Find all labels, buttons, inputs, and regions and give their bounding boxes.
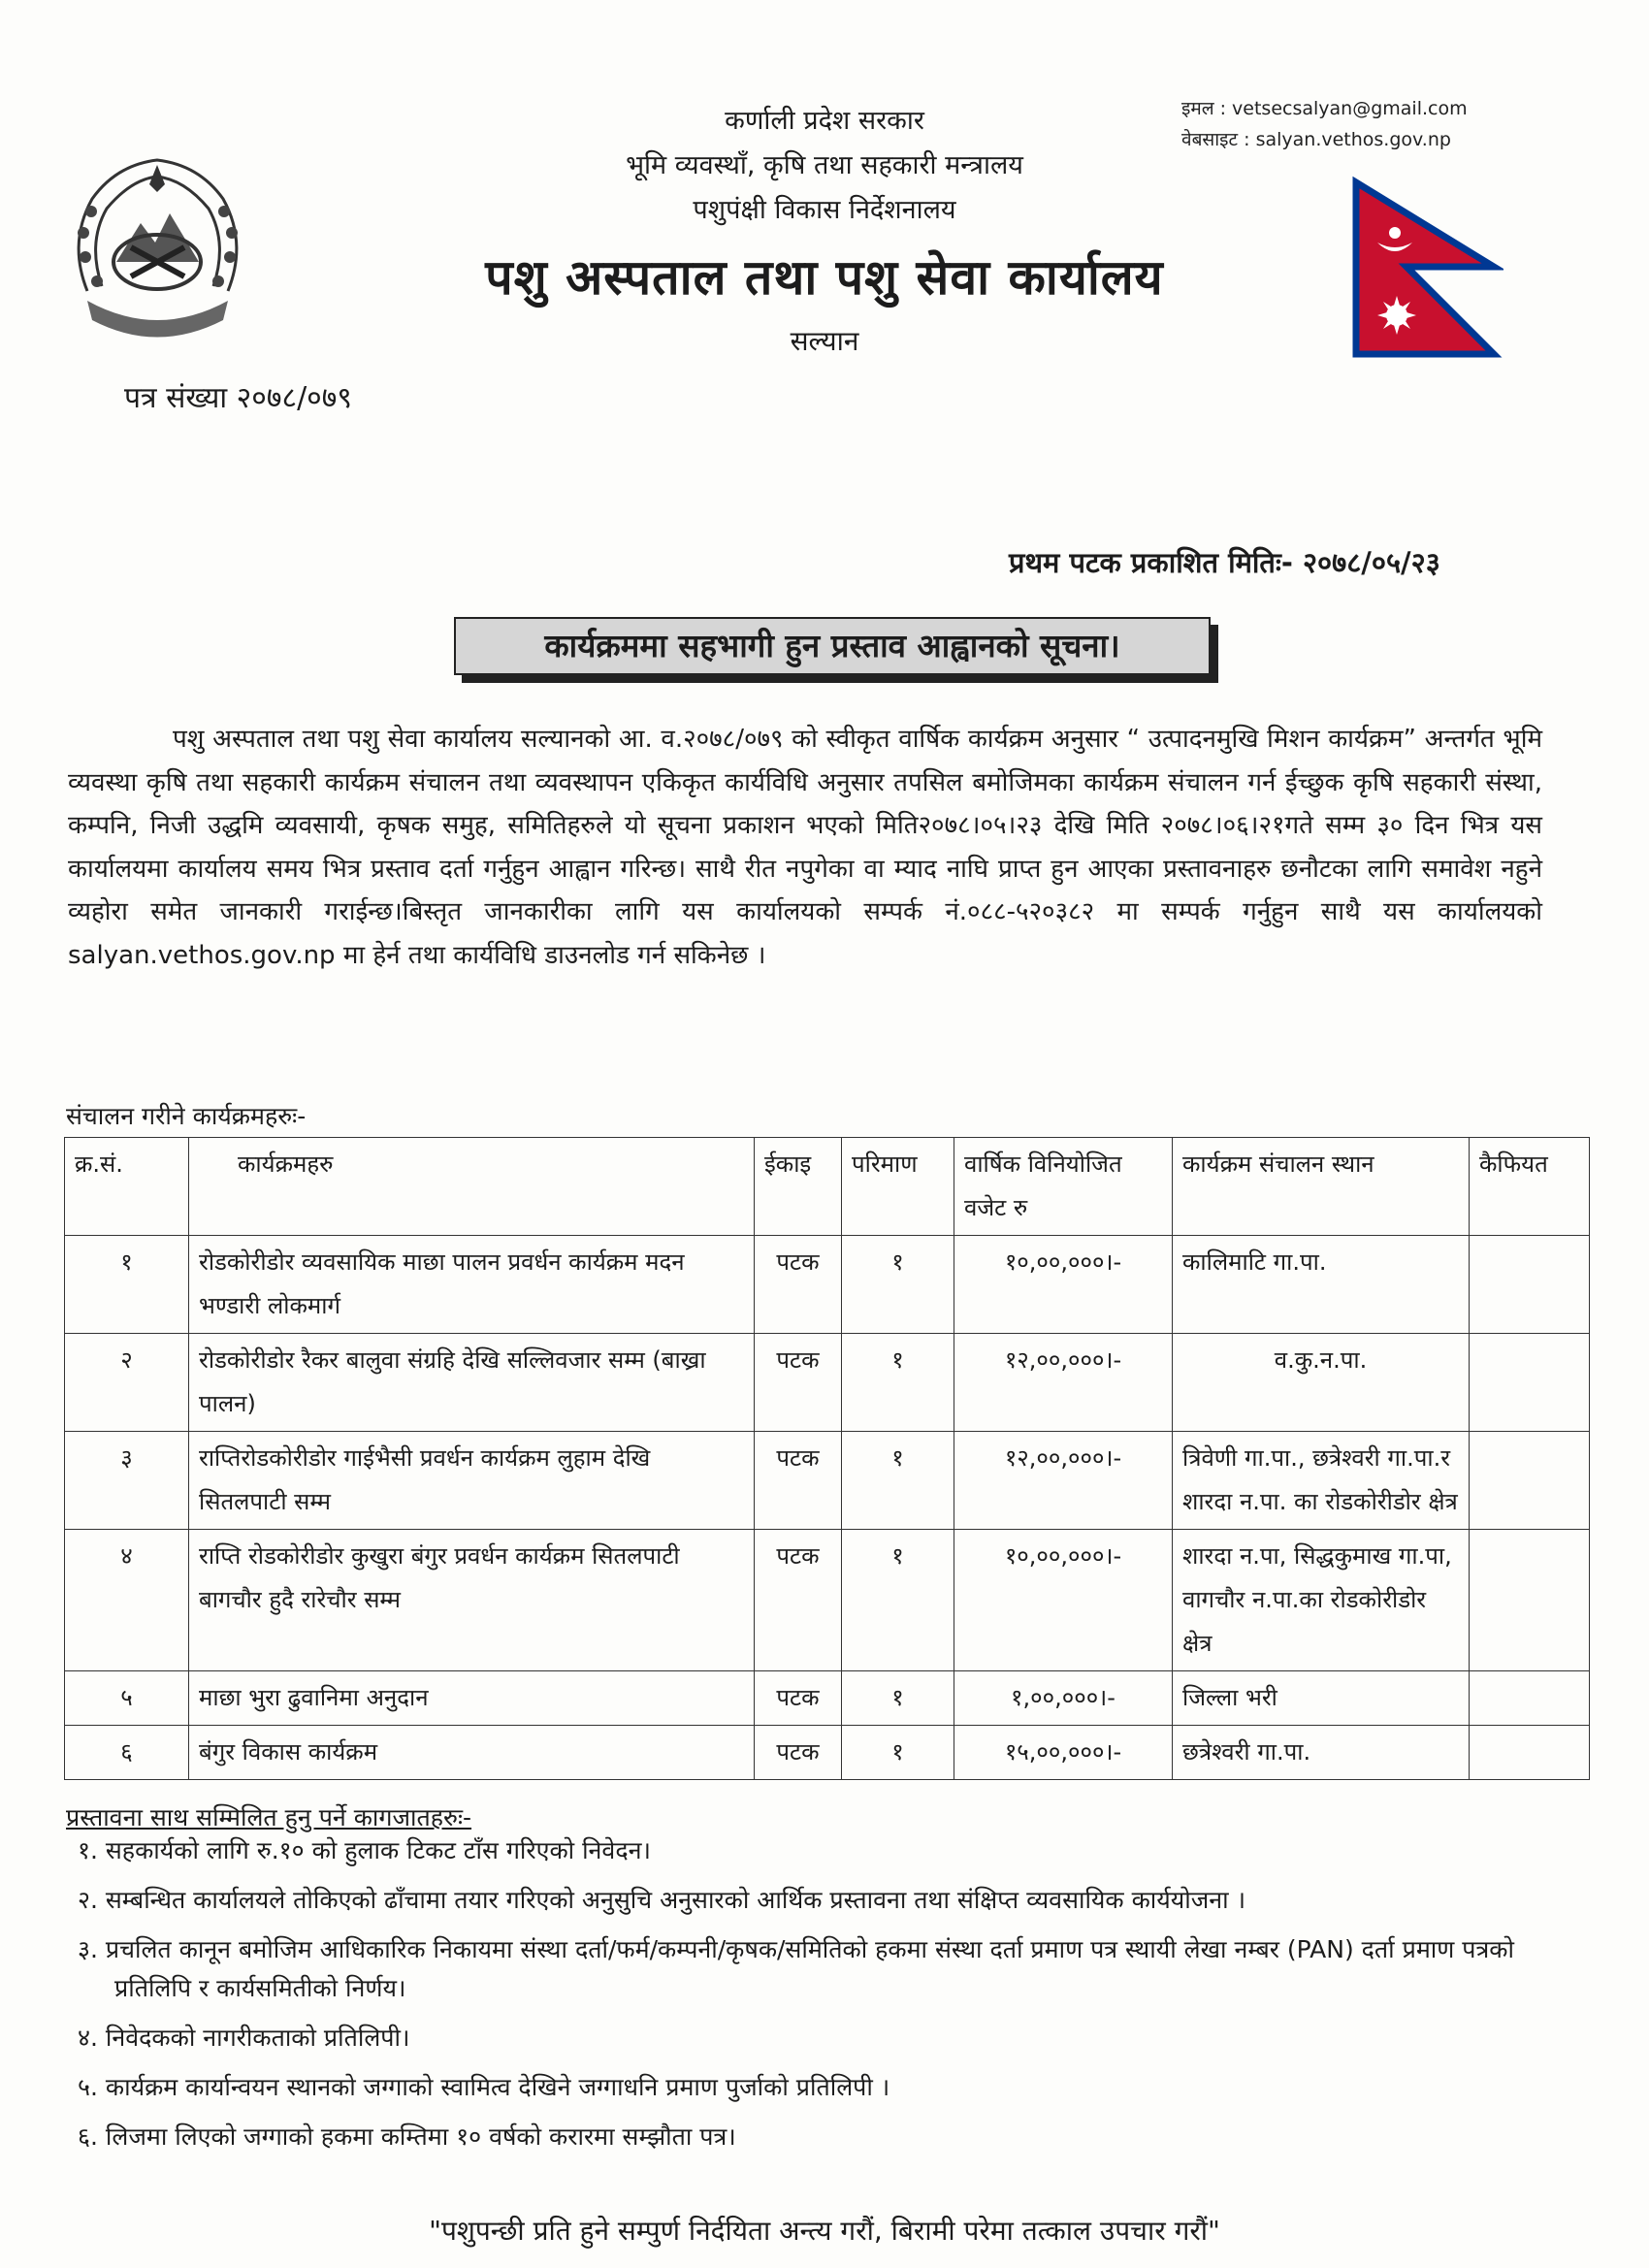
cell-qty: १: [842, 1726, 954, 1780]
cell-budget: १,००,०००।-: [954, 1671, 1173, 1726]
nepal-flag-icon: [1348, 175, 1504, 359]
table-header-row: [65, 1138, 1590, 1236]
list-item: ६. लिजमा लिएको जग्गाको हकमा कम्तिमा १० वर्षको करारमा सम्झौता पत्र।: [78, 2122, 736, 2151]
table-row: [65, 1334, 1590, 1432]
cell-unit: पटक: [755, 1432, 842, 1530]
list-item: १. सहकार्यको लागि रु.१० को हुलाक टिकट टाँस गरिएको निवेदन।: [78, 1836, 651, 1864]
cell-remarks: [1470, 1530, 1590, 1671]
list-item: ३. प्रचलित कानून बमोजिम आधिकारिक निकायमा संस्था दर्ता/फर्म/कम्पनी/कृषक/समितिको हकमा संस्था दर्ता प्रमाण पत्र स्थायी लेखा नम्बर (PAN) दर्ता प्रमाण पत्रको प्रतिलिपि र कार्यसमितीको निर्णय।: [78, 1935, 1514, 2002]
cell-program: बंगुर विकास कार्यक्रम: [189, 1726, 755, 1780]
cell-budget: १०,००,०००।-: [954, 1236, 1173, 1334]
cell-unit: पटक: [755, 1726, 842, 1780]
cell-qty: १: [842, 1236, 954, 1334]
notice-title: कार्यक्रममा सहभागी हुन प्रस्ताव आह्वानको सूचना।: [454, 617, 1211, 675]
header-unit: ईकाइ: [755, 1138, 842, 1236]
list-item: ४. निवेदकको नागरीकताको प्रतिलिपी।: [78, 2024, 410, 2052]
cell-remarks: [1470, 1236, 1590, 1334]
cell-sn: ३: [65, 1432, 189, 1530]
table-row: [65, 1236, 1590, 1334]
table-row: [65, 1671, 1590, 1726]
email-address: इमल : vetsecsalyan@gmail.com: [1181, 98, 1468, 119]
header-budget: वार्षिक विनियोजित वजेट रु: [954, 1138, 1173, 1236]
cell-location: शारदा न.पा, सिद्धकुमाख गा.पा, वागचौर न.पा.का रोडकोरीडोर क्षेत्र: [1173, 1530, 1470, 1671]
publication-date: प्रथम पटक प्रकाशित मितिः- २०७८/०५/२३: [1009, 546, 1440, 579]
cell-program: माछा भुरा ढुवानिमा अनुदान: [189, 1671, 755, 1726]
cell-program: रोडकोरीडोर व्यवसायिक माछा पालन प्रवर्धन कार्यक्रम मदन भण्डारी लोकमार्ग: [189, 1236, 755, 1334]
ministry-name: भूमि व्यवस्थाँ, कृषि तथा सहकारी मन्त्रालय: [626, 150, 1023, 180]
cell-location: जिल्ला भरी: [1173, 1671, 1470, 1726]
cell-unit: पटक: [755, 1671, 842, 1726]
header-qty: परिमाण: [842, 1138, 954, 1236]
programs-caption: संचालन गरीने कार्यक्रमहरुः-: [66, 1102, 307, 1130]
cell-sn: ५: [65, 1671, 189, 1726]
cell-location: छत्रेश्वरी गा.पा.: [1173, 1726, 1470, 1780]
list-item: ५. कार्यक्रम कार्यान्वयन स्थानको जग्गाको स्वामित्व देखिने जग्गाधनि प्रमाण पुर्जाको प्रतिलिपी ।: [78, 2073, 890, 2101]
cell-remarks: [1470, 1726, 1590, 1780]
programs-table: [64, 1137, 1590, 1780]
cell-remarks: [1470, 1432, 1590, 1530]
cell-sn: ४: [65, 1530, 189, 1671]
cell-program: रोडकोरीडोर रैकर बालुवा संग्रहि देखि सल्लिवजार सम्म (बाख्रा पालन): [189, 1334, 755, 1432]
reference-number: पत्र संख्या २०७८/०७९: [124, 381, 352, 415]
documents-list: [39, 1831, 1591, 2167]
cell-sn: २: [65, 1334, 189, 1432]
cell-budget: १२,००,०००।-: [954, 1432, 1173, 1530]
table-row: [65, 1726, 1590, 1780]
table-row: [65, 1530, 1590, 1671]
cell-sn: १: [65, 1236, 189, 1334]
cell-remarks: [1470, 1671, 1590, 1726]
cell-qty: १: [842, 1334, 954, 1432]
header-location: कार्यक्रम संचालन स्थान: [1173, 1138, 1470, 1236]
table-row: [65, 1432, 1590, 1530]
cell-qty: १: [842, 1671, 954, 1726]
office-name: पशु अस्पताल तथा पशु सेवा कार्यालय: [485, 249, 1164, 306]
district-name: सल्यान: [790, 325, 859, 357]
header-sn: क्र.सं.: [65, 1138, 189, 1236]
cell-location: कालिमाटि गा.पा.: [1173, 1236, 1470, 1334]
notice-body: पशु अस्पताल तथा पशु सेवा कार्यालय सल्यानको आ. व.२०७८/०७९ को स्वीकृत वार्षिक कार्यक्रम अनुसार “ उत्पादनमुखि मिशन कार्यक्रम” अन्तर्गत भूमि व्यवस्था कृषि तथा सहकारी कार्यक्रम संचालन तथा व्यवस्थापन एकिकृत कार्यविधि अनुसार तपसिल बमोजिमका कार्यक्रम संचालन गर्न ईच्छुक कृषि सहकारी संस्था, कम्पनि, निजी उद्धमि व्यवसायी, कृषक समुह, समितिहरुले यो सूचना प्रकाशन भएको मिति२०७८।०५।२३ देखि मिति २०७८।०६।२१गते सम्म ३० दिन भित्र यस कार्यालयमा कार्यालय समय भित्र प्रस्ताव दर्ता गर्नुहुन आह्वान गरिन्छ। साथै रीत नपुगेका वा म्याद नाघि प्राप्त हुन आएका प्रस्तावनाहरु छनौटका लागि समावेश नहुने व्यहोरा समेत जानकारी गराईन्छ।बिस्तृत जानकारीका लागि यस कार्यालयको सम्पर्क नं.०८८-५२०३८२ मा सम्पर्क गर्नुहुन साथै यस कार्यालयको salyan.vethos.gov.np मा हेर्न तथा कार्यविधि डाउनलोड गर्न सकिनेछ ।: [68, 725, 1542, 970]
cell-program: राप्ति रोडकोरीडोर कुखुरा बंगुर प्रवर्धन कार्यक्रम सितलपाटी बागचौर हुदै रारेचौर सम्म: [189, 1530, 755, 1671]
cell-unit: पटक: [755, 1334, 842, 1432]
cell-remarks: [1470, 1334, 1590, 1432]
cell-qty: १: [842, 1432, 954, 1530]
cell-program: राप्तिरोडकोरीडोर गाईभैसी प्रवर्धन कार्यक्रम लुहाम देखि सितलपाटी सम्म: [189, 1432, 755, 1530]
directorate-name: पशुपंक्षी विकास निर्देशनालय: [693, 195, 956, 225]
list-item: २. सम्बन्धित कार्यालयले तोकिएको ढाँचामा तयार गरिएको अनुसुचि अनुसारको आर्थिक प्रस्तावना तथा संक्षिप्त व्यवसायिक कार्ययोजना ।: [78, 1886, 1246, 1914]
government-name: कर्णाली प्रदेश सरकार: [725, 106, 924, 136]
header-program: कार्यक्रमहरु: [189, 1138, 755, 1236]
cell-qty: १: [842, 1530, 954, 1671]
cell-unit: पटक: [755, 1530, 842, 1671]
cell-location: त्रिवेणी गा.पा., छत्रेश्वरी गा.पा.र शारदा न.पा. का रोडकोरीडोर क्षेत्र: [1173, 1432, 1470, 1530]
website-address: वेबसाइट : salyan.vethos.gov.np: [1181, 129, 1451, 150]
cell-unit: पटक: [755, 1236, 842, 1334]
cell-budget: १०,००,०००।-: [954, 1530, 1173, 1671]
footer-slogan: "पशुपन्छी प्रति हुने सम्पुर्ण निर्दयिता अन्त्य गरौं, बिरामी परेमा तत्काल उपचार गरौं": [429, 2215, 1220, 2247]
documents-caption: प्रस्तावना साथ सम्मिलित हुनु पर्ने कागजातहरुः-: [66, 1803, 472, 1831]
cell-sn: ६: [65, 1726, 189, 1780]
cell-budget: १५,००,०००।-: [954, 1726, 1173, 1780]
header-remarks: कैफियत: [1470, 1138, 1590, 1236]
cell-budget: १२,००,०००।-: [954, 1334, 1173, 1432]
cell-location: व.कु.न.पा.: [1173, 1334, 1470, 1432]
